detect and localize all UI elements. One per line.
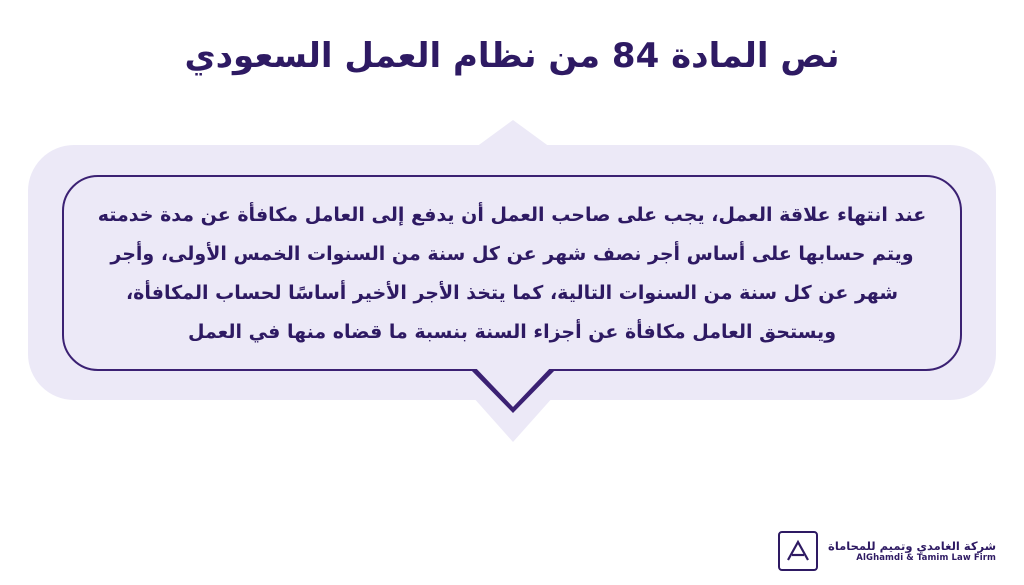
firm-logo — [778, 531, 996, 571]
firm-name-arabic: شركة الغامدي وتميم للمحاماة — [828, 538, 996, 553]
speech-bubble-inner-tail-fill — [473, 365, 553, 407]
law-firm-monogram-icon — [778, 531, 818, 571]
page-title: نص المادة 84 من نظام العمل السعودي — [184, 36, 840, 76]
article-body-text: عند انتهاء علاقة العمل، يجب على صاحب العمل أن يدفع إلى العامل مكافأة عن مدة خدمته ويتم حسابها على أساس أجر نصف شهر عن كل سنة من السنوات الخمس الأولى، وأجر شهر عن كل سنة من السنوات التالية، كما يتخذ الأجر الأخير أساسًا لحساب المكافأة، ويستحق العامل مكافأة عن أجزاء السنة بنسبة ما قضاه منها في العمل — [97, 204, 927, 343]
firm-logo-text — [828, 539, 996, 564]
speech-bubble-inner-tail — [470, 369, 556, 413]
firm-name-english: AlGhamdi & Tamim Law Firm — [856, 552, 996, 563]
